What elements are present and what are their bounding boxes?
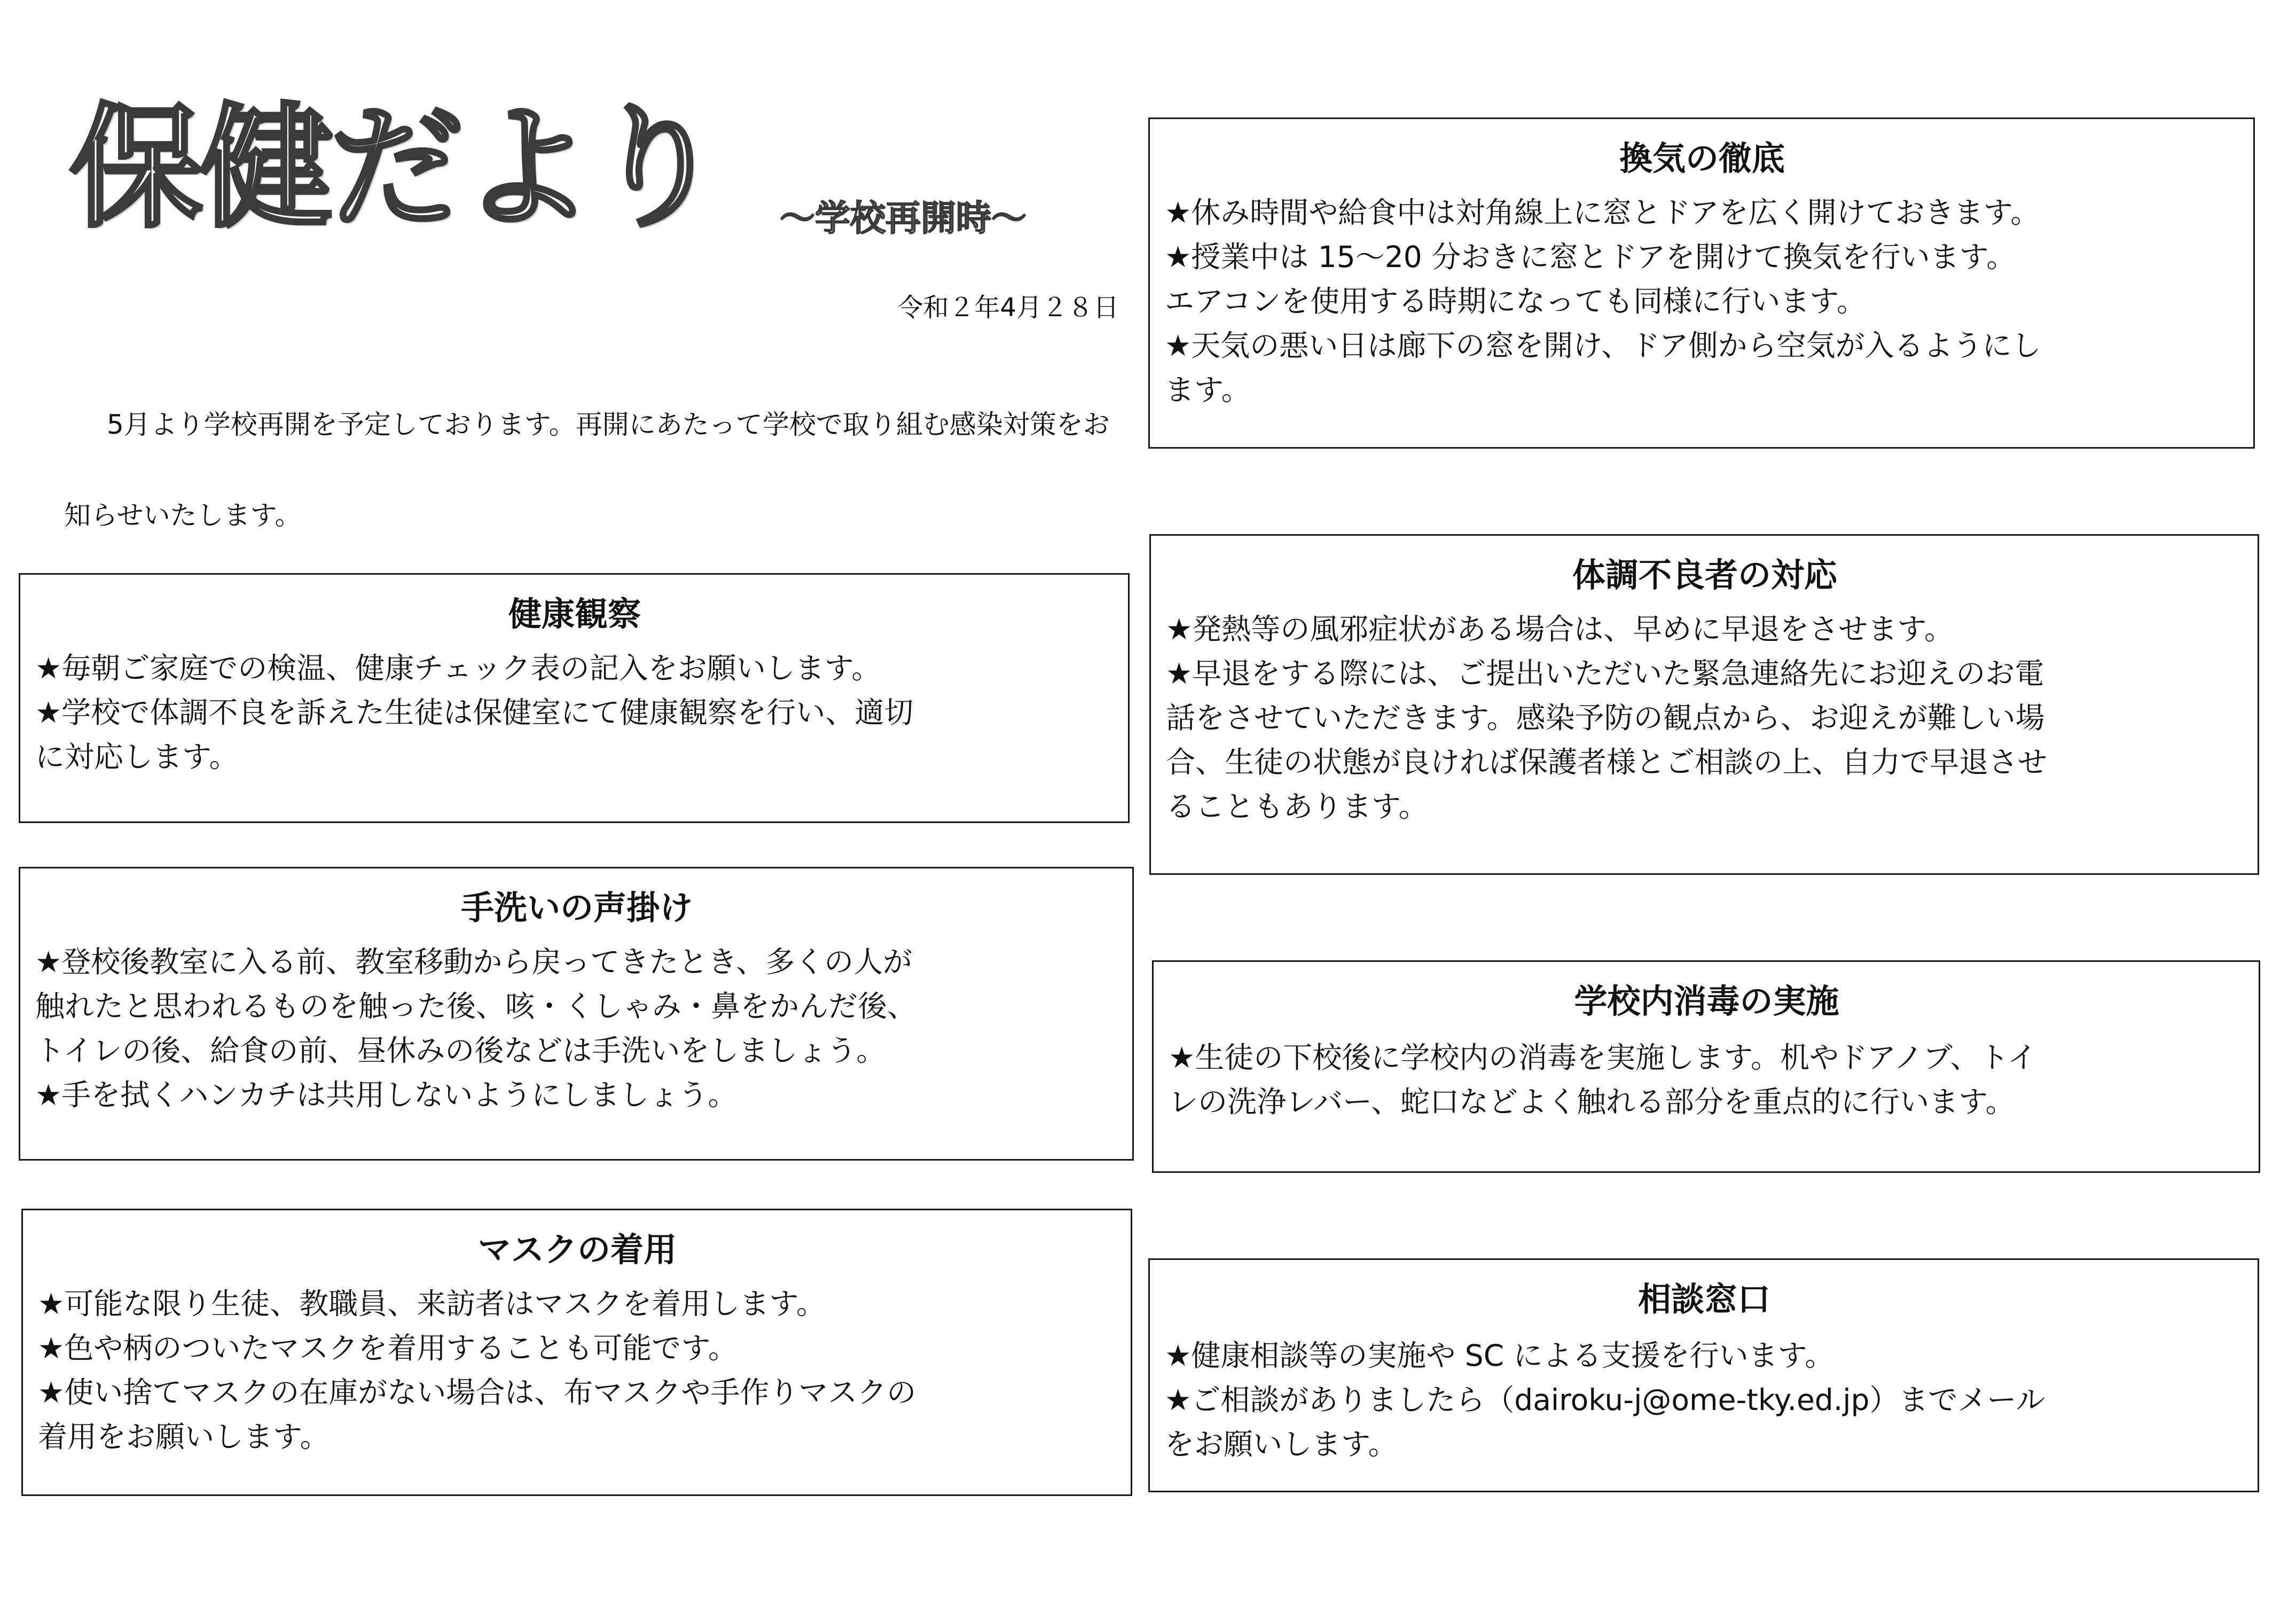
section-line: ★色や柄のついたマスクを着用することも可能です。 bbox=[38, 1331, 738, 1366]
section-line: ることもあります。 bbox=[1166, 789, 1428, 824]
section-disinfection bbox=[1152, 960, 2260, 1173]
section-line: レの洗浄レバー、蛇口などよく触れる部分を重点的に行います。 bbox=[1169, 1085, 2015, 1119]
section-line: ★学校で体調不良を訴えた生徒は保健室にて健康観察を行い、適切 bbox=[35, 695, 914, 730]
section-line: 話をさせていただきます。感染予防の観点から、お迎えが難しい場 bbox=[1166, 701, 2045, 735]
issue-date: 令和２年4月２８日 bbox=[897, 293, 1119, 323]
section-line: ★登校後教室に入る前、教室移動から戻ってきたとき、多くの人が bbox=[35, 945, 913, 980]
section-line: トイレの後、給食の前、昼休みの後などは手洗いをしましょう。 bbox=[35, 1033, 886, 1068]
section-handwashing bbox=[19, 867, 1134, 1161]
section-line: ★使い捨てマスクの在庫がない場合は、布マスクや手作りマスクの bbox=[38, 1375, 916, 1410]
section-line: ★毎朝ご家庭での検温、健康チェック表の記入をお願いします。 bbox=[35, 651, 881, 686]
section-body bbox=[1165, 191, 2239, 412]
section-line: 合、生徒の状態が良ければ保護者様とご相談の上、自力で早退させ bbox=[1166, 745, 2048, 780]
section-title: 相談窓口 bbox=[1637, 1280, 1770, 1319]
section-line: 触れたと思われるものを触った後、咳・くしゃみ・鼻をかんだ後、 bbox=[35, 989, 917, 1024]
intro-paragraph: 5月より学校再開を予定しております。再開にあたって学校で取り組む感染対策をお知らせいたします。 bbox=[64, 409, 1110, 531]
section-title: マスクの着用 bbox=[477, 1230, 677, 1269]
section-line: ★手を拭くハンカチは共用しないようにしましょう。 bbox=[35, 1078, 738, 1113]
section-line: ★発熱等の風邪症状がある場合は、早めに早退をさせます。 bbox=[1166, 612, 1954, 647]
section-consultation bbox=[1148, 1258, 2259, 1492]
section-line: ★授業中は 15～20 分おきに窓とドアを開けて換気を行います。 bbox=[1165, 240, 2016, 275]
section-line: に対応します。 bbox=[35, 740, 239, 774]
section-title: 健康観察 bbox=[508, 594, 641, 633]
section-body bbox=[1166, 607, 2244, 829]
section-unwell-students bbox=[1149, 534, 2259, 875]
section-line: ます。 bbox=[1165, 373, 1251, 408]
section-line: ★天気の悪い日は廊下の窓を開け、ドア側から空気が入るようにし bbox=[1165, 328, 2041, 363]
section-line: ★可能な限り生徒、教職員、来訪者はマスクを着用します。 bbox=[38, 1287, 826, 1321]
section-title: 体調不良者の対応 bbox=[1572, 555, 1837, 594]
section-line: ★生徒の下校後に学校内の消毒を実施します。机やドアノブ、トイ bbox=[1169, 1040, 2037, 1075]
section-line: 着用をお願いします。 bbox=[38, 1420, 330, 1454]
section-body bbox=[35, 646, 1114, 779]
section-line: をお願いします。 bbox=[1165, 1427, 1398, 1462]
section-body bbox=[1169, 1036, 2245, 1124]
section-line: エアコンを使用する時期になっても同様に行います。 bbox=[1165, 284, 1866, 319]
section-line: ★早退をする際には、ご提出いただいた緊急連絡先にお迎えのお電 bbox=[1166, 656, 2044, 691]
section-body bbox=[38, 1282, 1117, 1459]
section-body bbox=[35, 940, 1118, 1117]
section-body bbox=[1165, 1334, 2244, 1467]
section-line: ★休み時間や給食中は対角線上に窓とドアを広く開けておきます。 bbox=[1165, 195, 2040, 230]
newsletter-subtitle: ～学校再開時～ bbox=[780, 198, 1026, 239]
section-ventilation bbox=[1148, 118, 2255, 449]
section-mask-wearing bbox=[21, 1209, 1132, 1496]
newsletter-title: 保健だより bbox=[69, 90, 721, 246]
section-title: 手洗いの声掛け bbox=[460, 888, 693, 927]
section-title: 換気の徹底 bbox=[1619, 139, 1785, 178]
section-title: 学校内消毒の実施 bbox=[1574, 982, 1839, 1021]
section-line: ★健康相談等の実施や SC による支援を行います。 bbox=[1165, 1338, 1835, 1373]
section-health-observation bbox=[19, 573, 1130, 823]
section-line: ★ご相談がありましたら（dairoku-j@ome-tky.ed.jp）までメール bbox=[1165, 1383, 2046, 1418]
